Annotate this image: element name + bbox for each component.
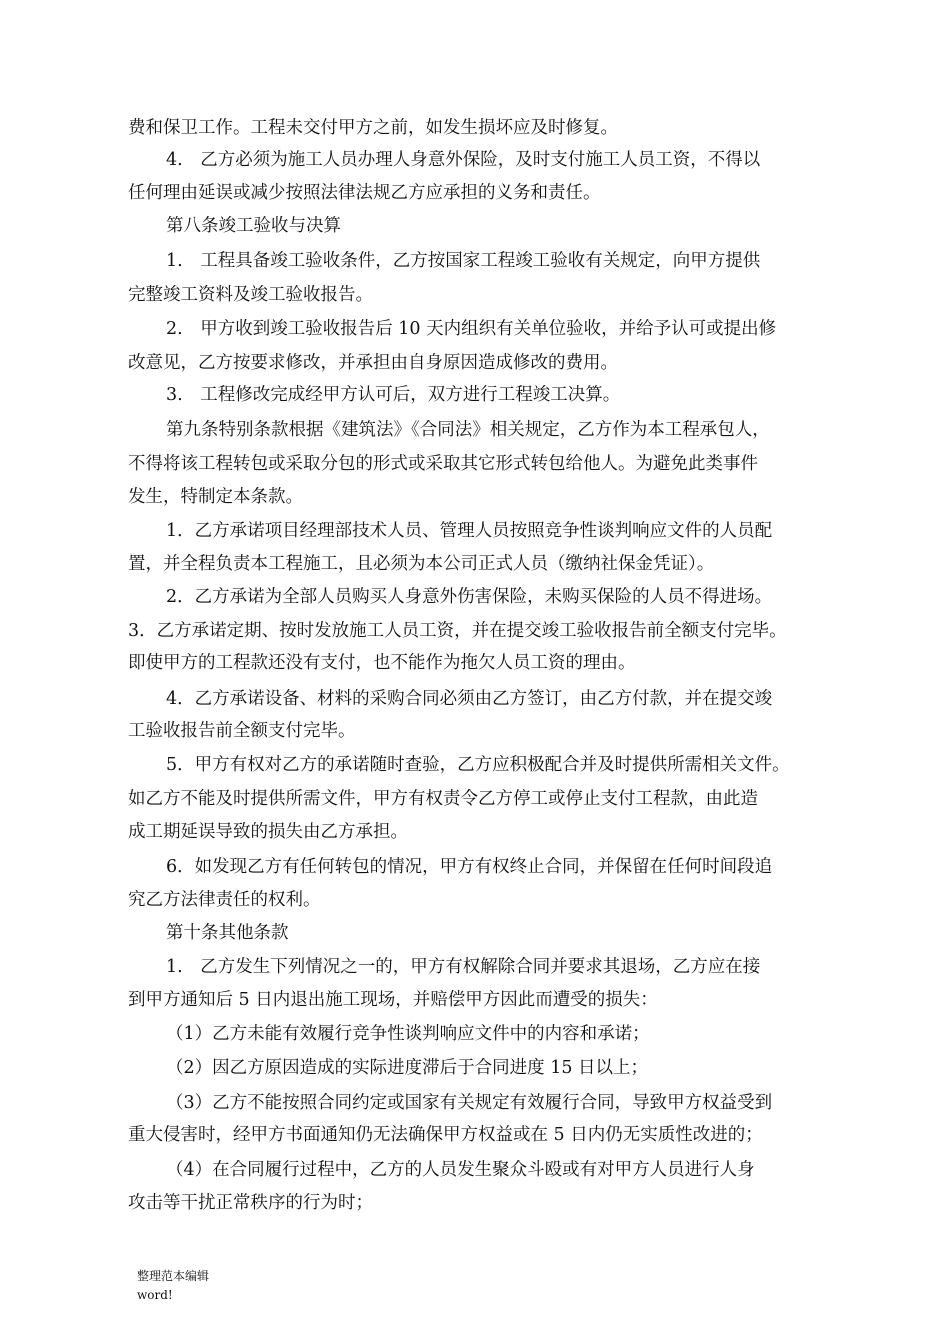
paragraph-line: 1．乙方承诺项目经理部技术人员、管理人员按照竞争性谈判响应文件的人员配 xyxy=(166,521,773,541)
paragraph-line: 成工期延误导致的损失由乙方承担。 xyxy=(128,822,408,842)
paragraph-line: 6．如发现乙方有任何转包的情况，甲方有权终止合同，并保留在任何时间段追 xyxy=(166,857,773,877)
paragraph-line: 重大侵害时，经甲方书面通知仍无法确保甲方权益或在 5 日内仍无实质性改进的； xyxy=(128,1125,763,1145)
paragraph-line: 任何理由延误或减少按照法律法规乙方应承担的义务和责任。 xyxy=(128,183,601,203)
footer-label: 整理范本编辑 xyxy=(137,1269,210,1283)
paragraph-line: 完整竣工资料及竣工验收报告。 xyxy=(128,285,373,305)
paragraph-line: 究乙方法律责任的权利。 xyxy=(128,890,321,910)
section-heading: 第九条特别条款根据《建筑法》《合同法》相关规定，乙方作为本工程承包人， xyxy=(166,420,770,440)
paragraph-line: 如乙方不能及时提供所需文件，甲方有权责令乙方停工或停止支付工程款，由此造 xyxy=(128,789,758,809)
list-item: （2）因乙方原因造成的实际进度滞后于合同进度 15 日以上； xyxy=(166,1058,649,1078)
list-item: （3）乙方不能按照合同约定或国家有关规定有效履行合同，导致甲方权益受到 xyxy=(166,1093,773,1113)
section-heading: 第十条其他条款 xyxy=(166,923,289,943)
paragraph-line: 置，并全程负责本工程施工，且必须为本公司正式人员（缴纳社保金凭证）。 xyxy=(128,554,715,574)
paragraph-line: 1. 工程具备竣工验收条件，乙方按国家工程竣工验收有关规定，向甲方提供 xyxy=(166,251,761,271)
paragraph-line: 2. 甲方收到竣工验收报告后 10 天内组织有关单位验收，并给予认可或提出修 xyxy=(166,319,777,339)
paragraph-line: 发生，特制定本条款。 xyxy=(128,487,303,507)
paragraph-line: 2．乙方承诺为全部人员购买人身意外伤害保险，未购买保险的人员不得进场。 xyxy=(166,587,773,607)
paragraph-line: 3. 工程修改完成经甲方认可后，双方进行工程竣工决算。 xyxy=(166,385,621,405)
paragraph-line: 即使甲方的工程款还没有支付，也不能作为拖欠人员工资的理由。 xyxy=(128,653,636,673)
paragraph-line: 不得将该工程转包或采取分包的形式或采取其它形式转包给他人。为避免此类事件 xyxy=(128,454,758,474)
paragraph-line: 4. 乙方必须为施工人员办理人身意外保险，及时支付施工人员工资，不得以 xyxy=(166,150,761,170)
paragraph-line: 改意见，乙方按要求修改，并承担由自身原因造成修改的费用。 xyxy=(128,353,618,373)
paragraph-line: 3．乙方承诺定期、按时发放施工人员工资，并在提交竣工验收报告前全额支付完毕。 xyxy=(128,621,787,641)
paragraph-line: 到甲方通知后 5 日内退出施工现场，并赔偿甲方因此而遭受的损失： xyxy=(128,990,658,1010)
section-heading: 第八条竣工验收与决算 xyxy=(166,216,341,236)
list-item: （4）在合同履行过程中，乙方的人员发生聚众斗殴或有对甲方人员进行人身 xyxy=(166,1160,755,1180)
paragraph-line: 5．甲方有权对乙方的承诺随时查验，乙方应积极配合并及时提供所需相关文件。 xyxy=(166,755,790,775)
paragraph-line: 攻击等干扰正常秩序的行为时； xyxy=(128,1193,373,1213)
paragraph-line: 4．乙方承诺设备、材料的采购合同必须由乙方签订，由乙方付款，并在提交竣 xyxy=(166,689,773,709)
paragraph-line: 1. 乙方发生下列情况之一的，甲方有权解除合同并要求其退场，乙方应在接 xyxy=(166,957,761,977)
footer-label: word! xyxy=(137,1288,173,1302)
paragraph-line: 费和保卫工作。工程未交付甲方之前，如发生损坏应及时修复。 xyxy=(128,118,618,138)
list-item: （1）乙方未能有效履行竞争性谈判响应文件中的内容和承诺； xyxy=(166,1024,650,1044)
paragraph-line: 工验收报告前全额支付完毕。 xyxy=(128,721,356,741)
